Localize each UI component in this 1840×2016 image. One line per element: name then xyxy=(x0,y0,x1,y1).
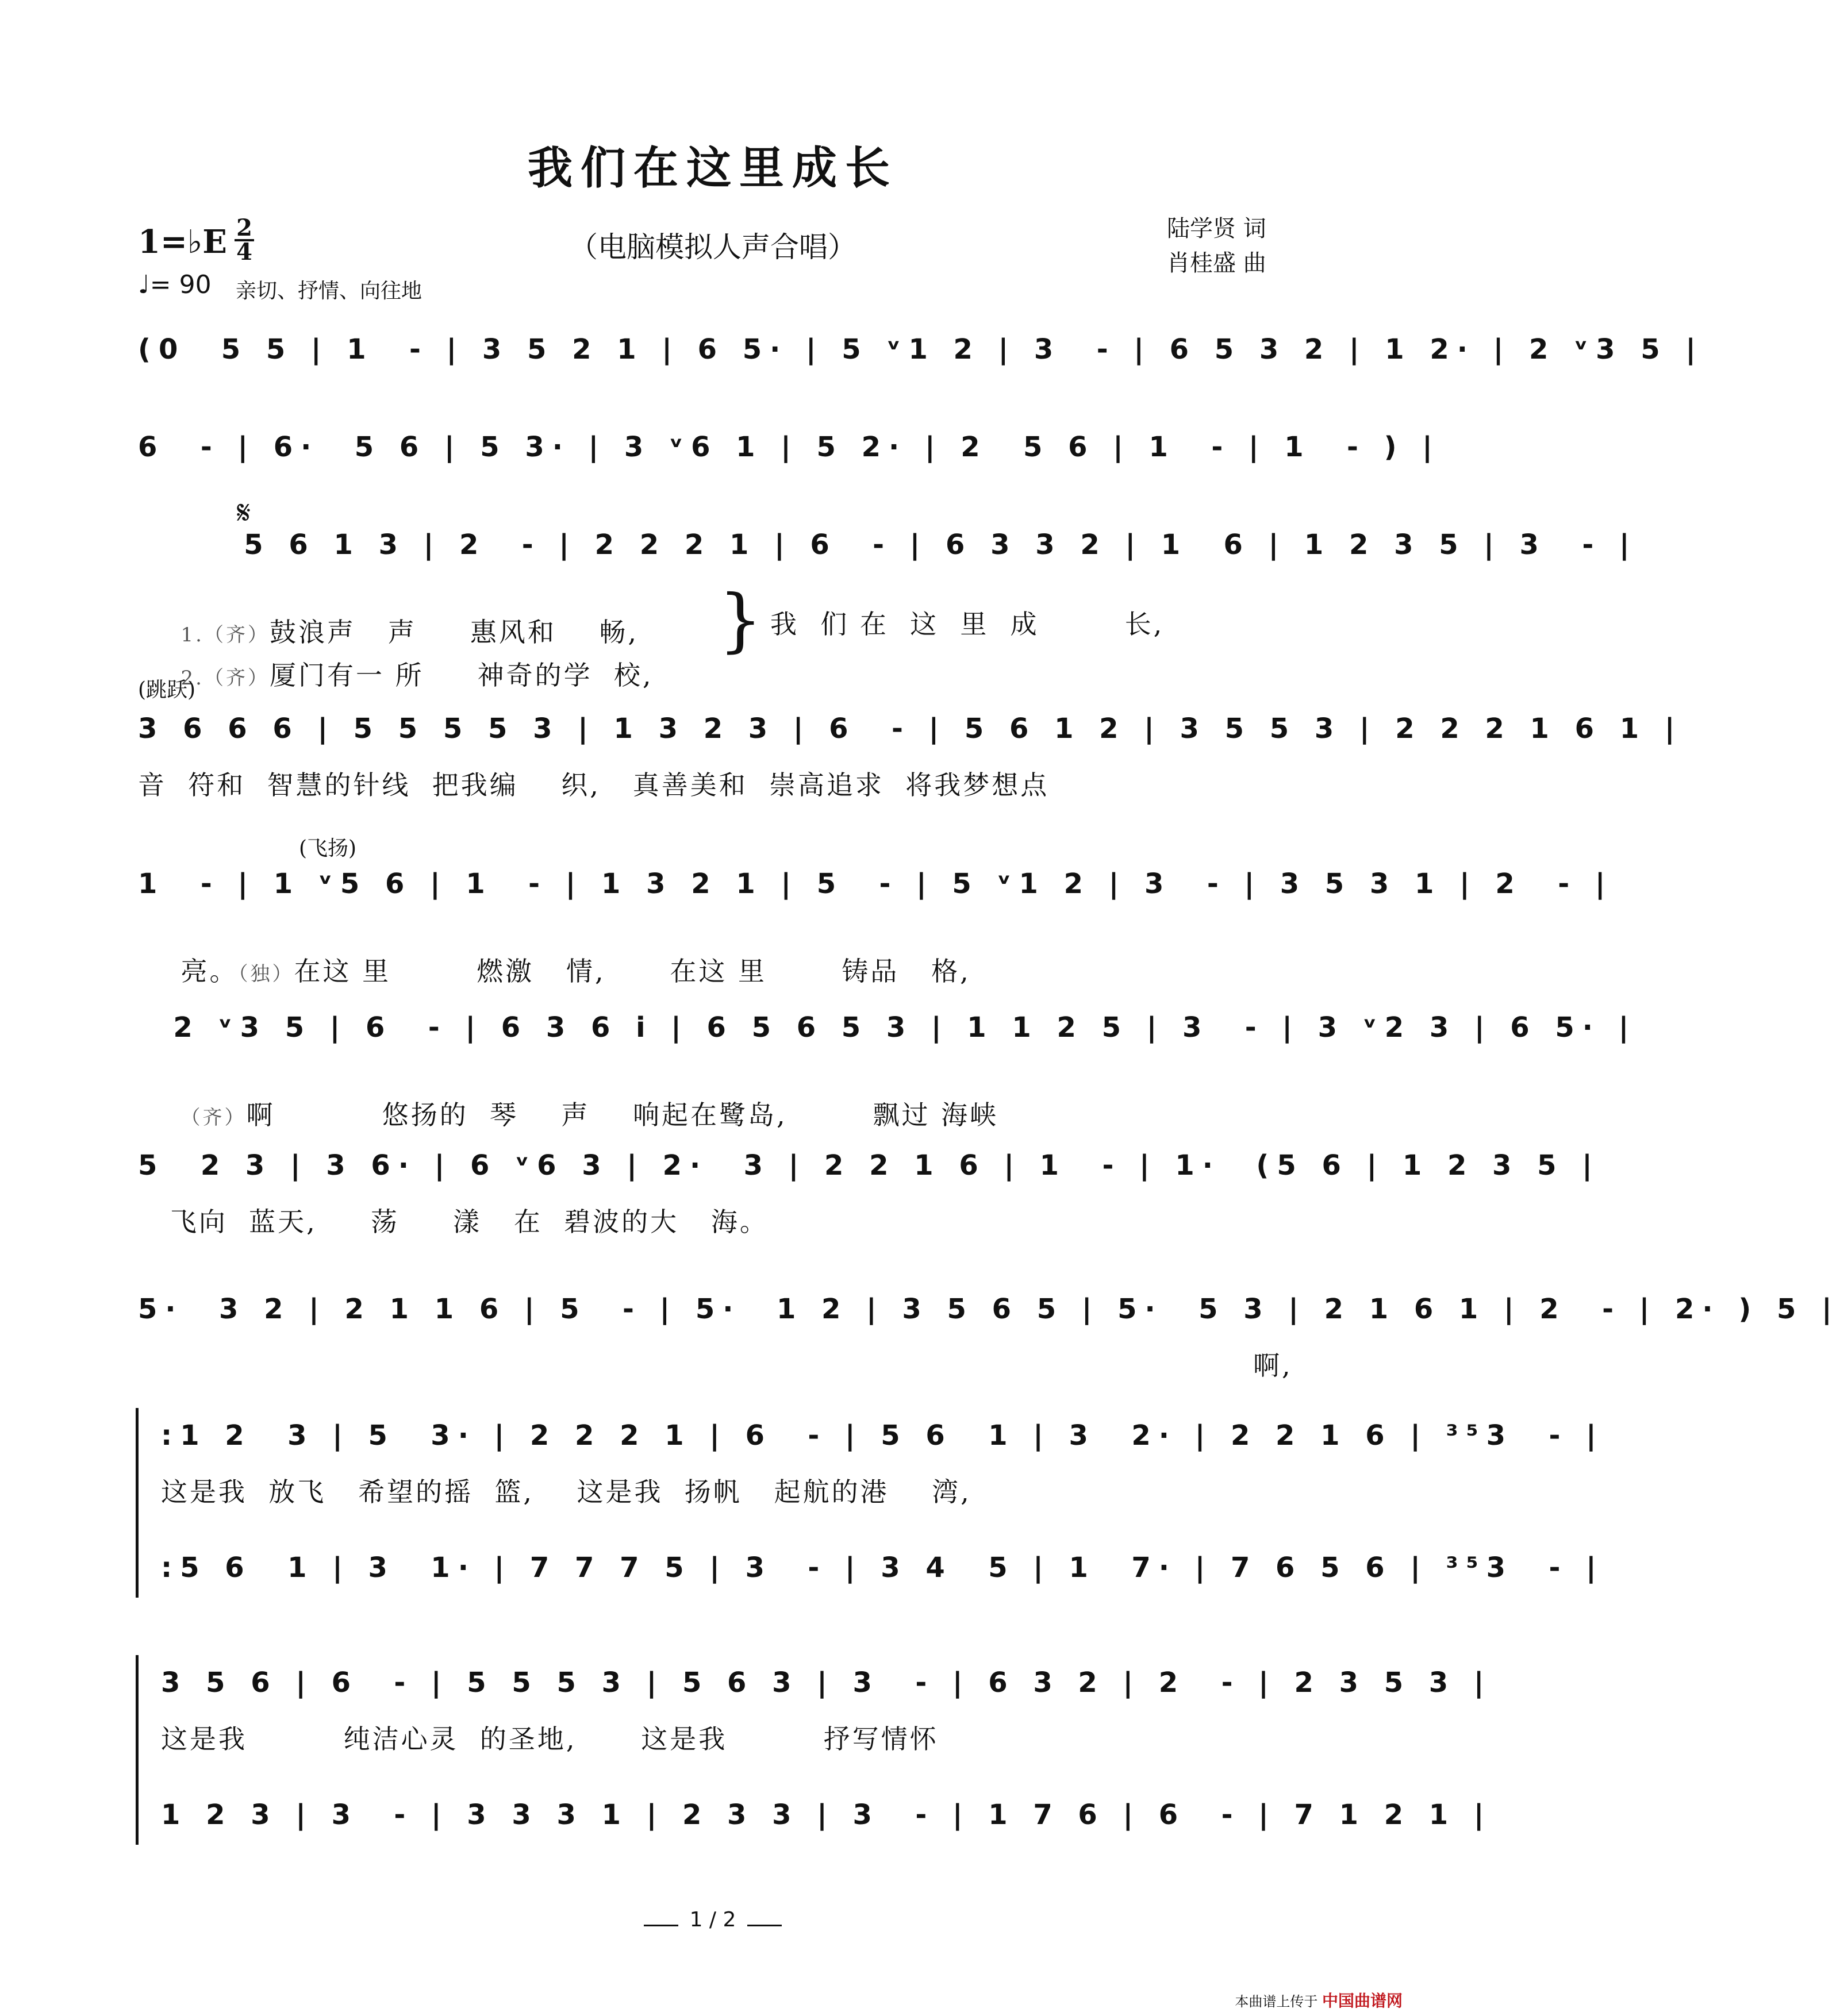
system-10-bracket xyxy=(136,1655,142,1845)
page-number-text: 1 / 2 xyxy=(689,1908,736,1932)
score-subtitle: （电脑模拟人声合唱） xyxy=(569,230,856,264)
system-2-notes: 6 - | 6· 5 6 | 5 3· | 3 ᵛ6 1 | 5 2· | 2 5 6 | 1 - | 1 - ) | xyxy=(138,431,1440,463)
time-signature xyxy=(235,214,254,266)
system-10-lyric: 这是我 纯洁心灵 的圣地, 这是我 抒写情怀 xyxy=(161,1723,939,1755)
page-number-rule-right xyxy=(747,1925,782,1926)
system-5 xyxy=(138,868,1614,987)
system-1-notes: (0 5 5 | 1 - | 3 5 2 1 | 6 5· | 5 ᵛ1 2 | 3 - | 6 5 3 2 | 1 2· | 2 ᵛ3 5 | xyxy=(138,333,1704,366)
system-9-notes-upper: :1 2 3 | 5 3· | 2 2 2 1 | 6 - | 5 6 1 | 3 2· | 2 2 1 6 | ³⁵3 - | xyxy=(161,1419,1604,1452)
system-6-notes: 2 ᵛ3 5 | 6 - | 6 3 6 i | 6 5 6 5 3 | 1 1 2 5 | 3 - | 3 ᵛ2 3 | 6 5· | xyxy=(138,1011,1637,1044)
system-10-notes-upper: 3 5 6 | 6 - | 5 5 5 3 | 5 6 3 | 3 - | 6 3 2 | 2 - | 2 3 5 3 | xyxy=(161,1667,1492,1699)
system-9 xyxy=(161,1419,1604,1603)
verse-1-text: 鼓浪声 声 惠风和 畅, xyxy=(269,617,639,648)
mark-jump: (跳跃) xyxy=(138,678,196,702)
key-signature: 1=♭E xyxy=(138,223,227,261)
page-number-rule-left xyxy=(644,1925,678,1926)
system-9-lyric: 这是我 放飞 希望的摇 篮, 这是我 扬帆 起航的港 湾, xyxy=(161,1476,971,1507)
system-8-lyric-end: 啊, xyxy=(1253,1350,1293,1381)
system-7 xyxy=(138,1149,1600,1241)
system-5-prefix: （独） xyxy=(238,963,294,986)
system-5-notes: 1 - | 1 ᵛ5 6 | 1 - | 1 3 2 1 | 5 - | 5 ᵛ1 2 | 3 - | 3 5 3 1 | 2 - | xyxy=(138,868,1614,900)
system-4 xyxy=(138,713,1683,805)
system-7-lyric: 飞向 蓝天, 荡 漾 在 碧波的大 海。 xyxy=(138,1206,769,1237)
score-title: 我们在这里成长 xyxy=(527,142,898,194)
footer-text: 本曲谱上传于 xyxy=(1235,1994,1318,2010)
verse-2-prefix: 2.（齐） xyxy=(180,667,270,690)
footer xyxy=(1235,1988,1403,2011)
system-8-notes: 5· 3 2 | 2 1 1 6 | 5 - | 5· 1 2 | 3 5 6 5 | 5· 5 3 | 2 1 6 1 | 2 - | 2· ) 5 | xyxy=(138,1293,1840,1325)
system-10 xyxy=(161,1667,1492,1850)
system-6-prefix: （齐） xyxy=(180,1106,247,1129)
system-8 xyxy=(138,1293,1840,1385)
lyricist-credit: 陆学贤 词 xyxy=(1167,216,1266,242)
tempo-marking: ♩= 90 xyxy=(138,270,212,299)
page-number xyxy=(0,1908,1426,1932)
system-5-lyric xyxy=(138,919,1299,1019)
system-10-notes-lower: 1 2 3 | 3 - | 3 3 3 1 | 2 3 3 | 3 - | 1 7 6 | 6 - | 7 1 2 1 | xyxy=(161,1799,1492,1831)
system-1 xyxy=(138,333,1704,379)
system-6 xyxy=(138,1011,1637,1130)
time-signature-top: 2 xyxy=(236,214,252,241)
system-6-lyric-text: 啊 悠扬的 琴 声 响起在鹭岛, 飘过 海峡 xyxy=(246,1099,999,1130)
system-9-bracket xyxy=(136,1408,142,1598)
system-4-lyric: 音 符和 智慧的针线 把我编 织, 真善美和 崇高追求 将我梦想点 xyxy=(138,770,1050,801)
time-signature-bottom: 4 xyxy=(236,238,252,266)
verse-2-text: 厦门有一 所 神奇的学 校, xyxy=(269,660,654,691)
footer-brand-logo[interactable]: 中国曲谱网 xyxy=(1322,1991,1403,2010)
system-9-notes-lower: :5 6 1 | 3 1· | 7 7 7 5 | 3 - | 3 4 5 | 1 7· | 7 6 5 6 | ³⁵3 - | xyxy=(161,1552,1604,1584)
system-6-lyric xyxy=(138,1063,1299,1163)
composer-credit: 肖桂盛 曲 xyxy=(1167,250,1266,276)
mark-soar: (飞扬) xyxy=(299,837,357,860)
shared-lyric: 我 们 在 这 里 成 长, xyxy=(770,609,1165,640)
system-7-notes: 5 2 3 | 3 6· | 6 ᵛ6 3 | 2· 3 | 2 2 1 6 | 1 - | 1· (5 6 | 1 2 3 5 | xyxy=(138,1149,1600,1182)
system-5-lyric-start: 亮。 xyxy=(180,956,239,987)
expression-marking: 亲切、抒情、向往地 xyxy=(236,279,422,303)
system-4-notes: 3 6 6 6 | 5 5 5 5 3 | 1 3 2 3 | 6 - | 5 6 1 2 | 3 5 5 3 | 2 2 2 1 6 1 | xyxy=(138,713,1683,745)
system-2 xyxy=(138,431,1440,477)
verse-brace: } xyxy=(719,580,763,660)
verse-1-prefix: 1.（齐） xyxy=(180,624,270,647)
system-5-lyric-text: 在这 里 燃激 情, 在这 里 铸品 格, xyxy=(294,956,971,987)
system-3-notes: 5 6 1 3 | 2 - | 2 2 2 1 | 6 - | 6 3 3 2 | 1 6 | 1 2 3 5 | 3 - | xyxy=(138,529,1638,561)
segno-sign: 𝄋 xyxy=(237,494,251,532)
